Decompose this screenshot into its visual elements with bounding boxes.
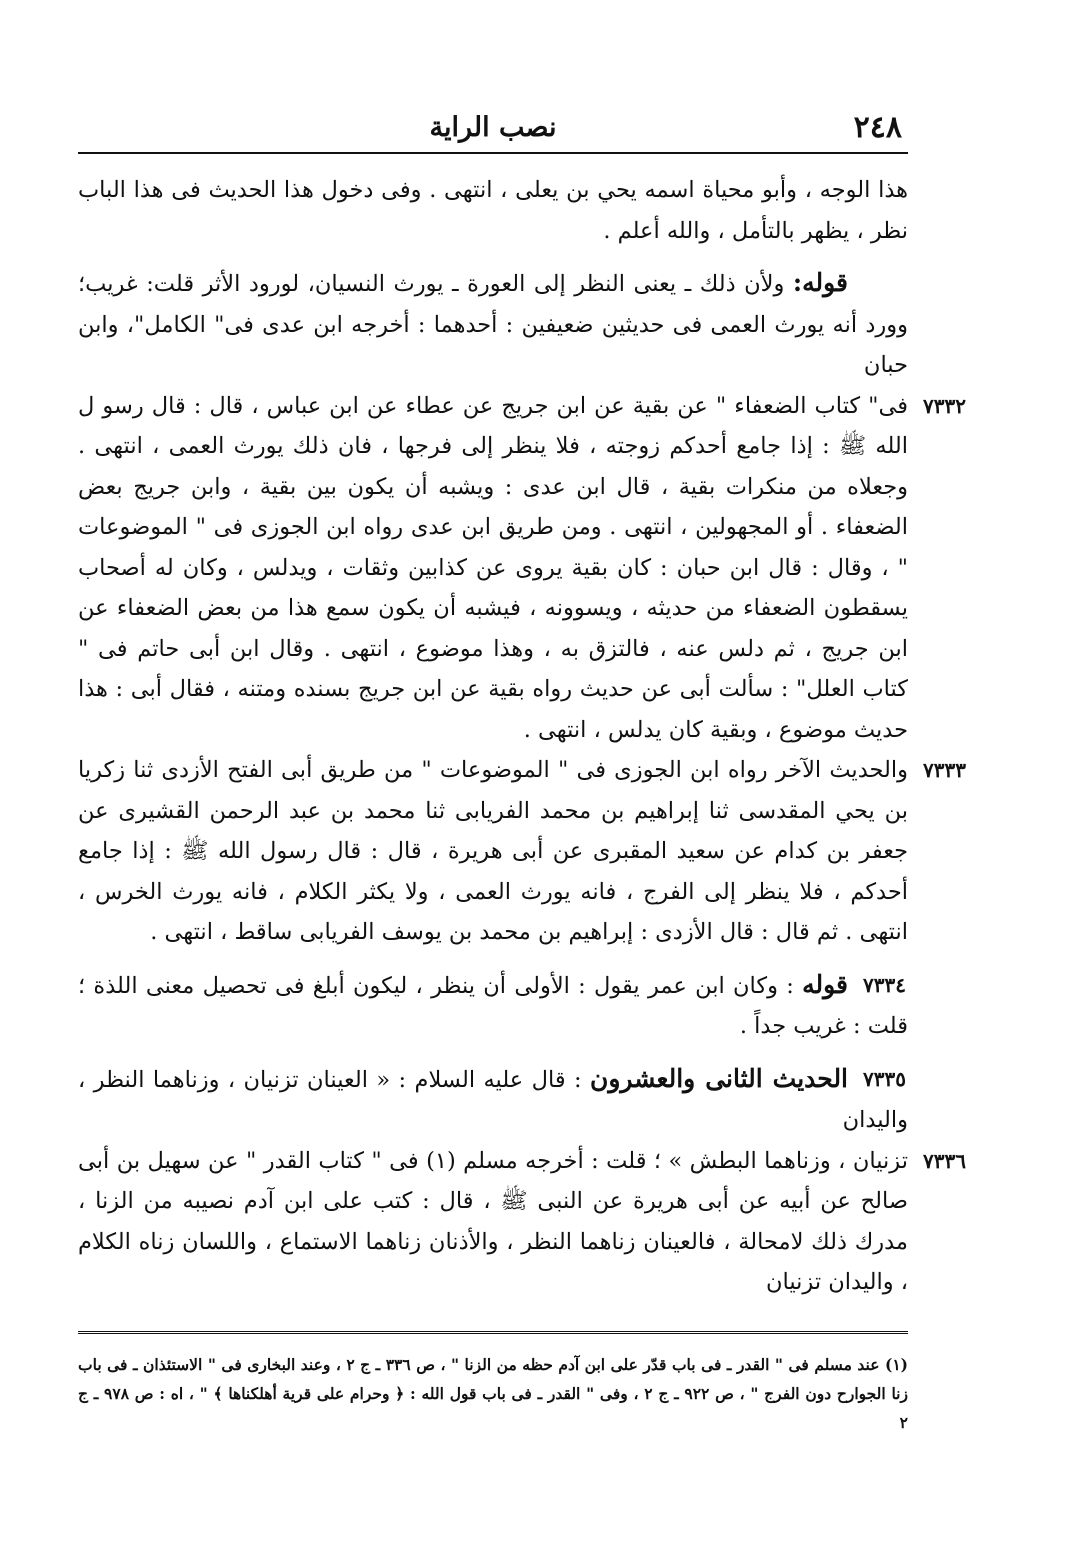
hadith-number: ٧٣٣٥ (863, 1066, 906, 1091)
hadith-number: ٧٣٣٢ (923, 393, 966, 418)
paragraph-7335 (78, 1059, 908, 1141)
page-number: ٢٤٨ (853, 110, 902, 145)
paragraph-keyword: قوله: (792, 268, 848, 297)
paragraph-text: : قال عليه السلام : « العينان تزنيان ، وزناهما النظر ، واليدان (78, 1066, 908, 1133)
paragraph-text: هذا الوجه ، وأبو محياة اسمه يحي بن يعلى ، انتهى . وفى دخول هذا الحديث فى هذا الباب نظر ، يظهر بالتأمل ، والله أعلم . (78, 177, 908, 244)
paragraph-7334 (78, 965, 908, 1047)
paragraph-qawluhu (78, 263, 908, 386)
paragraph-keyword: قوله (802, 969, 848, 999)
paragraph-7333 (78, 750, 966, 953)
paragraph-text: فى" كتاب الضعفاء " عن بقية عن ابن جريج عن عطاء عن ابن عباس ، قال : قال رسو ل الله ﷺ : إذا جامع أحدكم زوجته ، فلا ينظر إلى فرجها ، فان ذلك يورث العمى ، انتهى . وجعلاه من منكرات بقية ، قال ابن عدى : ويشبه أن يكون بين بقية ، وابن جريج بعض الضعفاء . أو المجهولين ، انتهى . ومن طريق ابن عدى رواه ابن الجوزى فى " الموضوعات " ، وقال : قال ابن حبان : كان بقية يروى عن كذابين وثقات ، ويدلس ، وكان له أصحاب يسقطون الضعفاء من حديثه ، ويسوونه ، فيشبه أن يكون سمع هذا من بعض الضعفاء عن ابن جريج ، ثم دلس عنه ، فالتزق به ، وهذا موضوع ، انتهى . وقال ابن أبى حاتم فى " كتاب العلل" : سألت أبى عن حديث رواه بقية عن ابن جريج بسنده ومتنه ، فقال أبى : هذا حديث موضوع ، وبقية كان يدلس ، انتهى . (78, 392, 908, 743)
hadith-number: ٧٣٣٦ (923, 1148, 966, 1173)
main-text (78, 170, 966, 1303)
footnotes (78, 1331, 908, 1437)
hadith-number: ٧٣٣٤ (863, 972, 906, 997)
paragraph-text: والحديث الآخر رواه ابن الجوزى فى " الموضوعات " من طريق أبى الفتح الأزدى ثنا زكريا بن يحي المقدسى ثنا إبراهيم بن محمد الفريابى ثنا محمد بن عبد الرحمن القشيرى عن جعفر بن كدام عن سعيد المقبرى عن أبى هريرة ، قال : قال رسول الله ﷺ : إذا جامع أحدكم ، فلا ينظر إلى الفرج ، فانه يورث العمى ، ولا يكثر الكلام ، فانه يورث الخرس ، انتهى . ثم قال : قال الأزدى : إبراهيم بن محمد بن يوسف الفريابى ساقط ، انتهى . (78, 757, 908, 945)
page-header (78, 108, 908, 154)
hadith-number: ٧٣٣٣ (923, 758, 966, 782)
running-title: نصب الراية (429, 112, 557, 143)
paragraph-7336 (78, 1141, 966, 1303)
paragraph-text: ولأن ذلك ـ يعنى النظر إلى العورة ـ يورث النسيان، لورود الأثر قلت: غريب؛ وورد أنه يورث العمى فى حديثين ضعيفين : أحدهما : أخرجه ابن عدى فى" الكامل"، وابن حبان (78, 271, 908, 378)
paragraph-continuation (78, 170, 908, 251)
paragraph-7332 (78, 386, 966, 751)
footnote-1: (١) عند مسلم فى " القدر ـ فى باب قدّر على ابن آدم حظه من الزنا " ، ص ٣٣٦ ـ ج ٢ ، وعند البخارى فى " الاستئذان ـ فى باب زنا الجوارح دون الفرج " ، ص ٩٢٢ ـ ج ٢ ، وفى " القدر ـ فى باب قول الله : ﴿ وحرام على قرية أهلكناها ﴾ " ، اه : ص ٩٧٨ ـ ج ٢ (78, 1354, 908, 1432)
paragraph-text: : وكان ابن عمر يقول : الأولى أن ينظر ، ليكون أبلغ فى تحصيل معنى اللذة ؛ قلت : غريب جداً . (78, 972, 908, 1039)
document-page (78, 108, 966, 1437)
section-heading: الحديث الثانى والعشرون (590, 1063, 849, 1093)
paragraph-text: تزنيان ، وزناهما البطش » ؛ قلت : أخرجه مسلم (١) فى " كتاب القدر " عن سهيل بن أبى صالح عن أبيه عن أبى هريرة عن النبى ﷺ ، قال : كتب على ابن آدم نصيبه من الزنا ، مدرك ذلك لامحالة ، فالعينان زناهما النظر ، والأذنان زناهما الاستماع ، واللسان زناه الكلام ، واليدان تزنيان (78, 1147, 908, 1295)
